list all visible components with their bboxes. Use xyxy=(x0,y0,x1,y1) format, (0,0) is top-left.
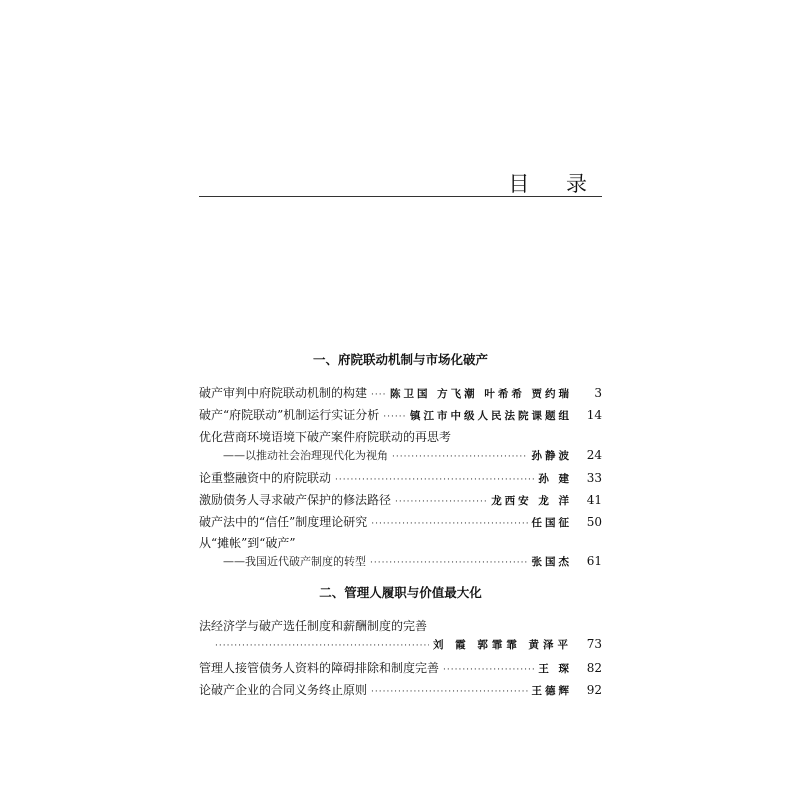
page-title: 目 录 xyxy=(508,172,602,196)
entry-title: 破产法中的“信任”制度理论研究 xyxy=(199,515,368,529)
entry-authors: 王 琛 xyxy=(538,663,572,675)
entry-authors: 孙 建 xyxy=(538,473,572,485)
toc-entry-subtitle[interactable] xyxy=(199,553,602,571)
toc-entry[interactable] xyxy=(199,681,602,699)
entry-authors: 王德辉 xyxy=(531,685,572,697)
toc-entry[interactable] xyxy=(199,469,602,487)
entry-authors: 孙静波 xyxy=(531,450,572,462)
toc-entry[interactable] xyxy=(199,491,602,509)
entry-title: 管理人接管债务人资料的障碍排除和制度完善 xyxy=(199,661,440,675)
entry-title: 激励债务人寻求破产保护的修法路径 xyxy=(199,493,392,507)
entry-authors: 龙西安 龙 洋 xyxy=(491,495,572,507)
entry-page: 41 xyxy=(586,493,602,507)
dot-leader xyxy=(335,475,534,485)
section-heading-2: 二、管理人履职与价值最大化 xyxy=(319,585,482,600)
toc-entry[interactable] xyxy=(199,384,602,402)
entry-authors: 任国征 xyxy=(531,517,572,529)
section-heading-1: 一、府院联动机制与市场化破产 xyxy=(312,352,488,367)
toc-entry-continuation[interactable] xyxy=(199,637,602,655)
entry-page: 73 xyxy=(586,637,602,651)
entry-authors: 镇江市中级人民法院课题组 xyxy=(410,410,572,422)
entry-subtitle: ——我国近代破产制度的转型 xyxy=(223,555,366,568)
entry-page: 50 xyxy=(586,515,602,529)
toc-entry[interactable] xyxy=(199,406,602,424)
dot-leader xyxy=(383,412,406,422)
dot-leader xyxy=(371,390,386,400)
dot-leader xyxy=(370,558,528,568)
entry-title: 破产“府院联动”机制运行实证分析 xyxy=(199,408,380,422)
entry-title[interactable]: 优化营商环境语境下破产案件府院联动的再思考 xyxy=(199,430,452,444)
entry-page: 14 xyxy=(586,408,602,422)
toc-entry-subtitle[interactable] xyxy=(199,447,602,465)
dot-leader xyxy=(371,519,527,529)
dot-leader xyxy=(371,687,527,697)
dot-leader xyxy=(392,452,528,462)
entry-page: 3 xyxy=(594,386,602,400)
entry-page: 92 xyxy=(586,683,602,697)
entry-page: 82 xyxy=(586,661,602,675)
dot-leader xyxy=(395,497,487,507)
entry-page: 33 xyxy=(586,471,602,485)
toc-entry[interactable] xyxy=(199,659,602,677)
entry-authors: 张国杰 xyxy=(531,556,572,568)
dot-leader xyxy=(215,641,429,651)
entry-subtitle: ——以推动社会治理现代化为视角 xyxy=(223,449,388,462)
entry-authors: 陈卫国 方飞潮 叶希希 贾约瑞 xyxy=(390,388,572,400)
toc-entry[interactable] xyxy=(199,513,602,531)
entry-title[interactable]: 法经济学与破产选任制度和薪酬制度的完善 xyxy=(199,619,428,633)
entry-authors: 刘 霞 郭霏霏 黄泽平 xyxy=(433,639,572,651)
entry-page: 61 xyxy=(586,554,602,568)
entry-title: 破产审判中府院联动机制的构建 xyxy=(199,386,368,400)
entry-title: 论破产企业的合同义务终止原则 xyxy=(199,683,368,697)
title-rule xyxy=(199,196,602,197)
entry-title: 论重整融资中的府院联动 xyxy=(199,471,332,485)
dot-leader xyxy=(443,665,534,675)
entry-page: 24 xyxy=(586,448,602,462)
entry-title[interactable]: 从“摊帐”到“破产” xyxy=(199,536,296,550)
